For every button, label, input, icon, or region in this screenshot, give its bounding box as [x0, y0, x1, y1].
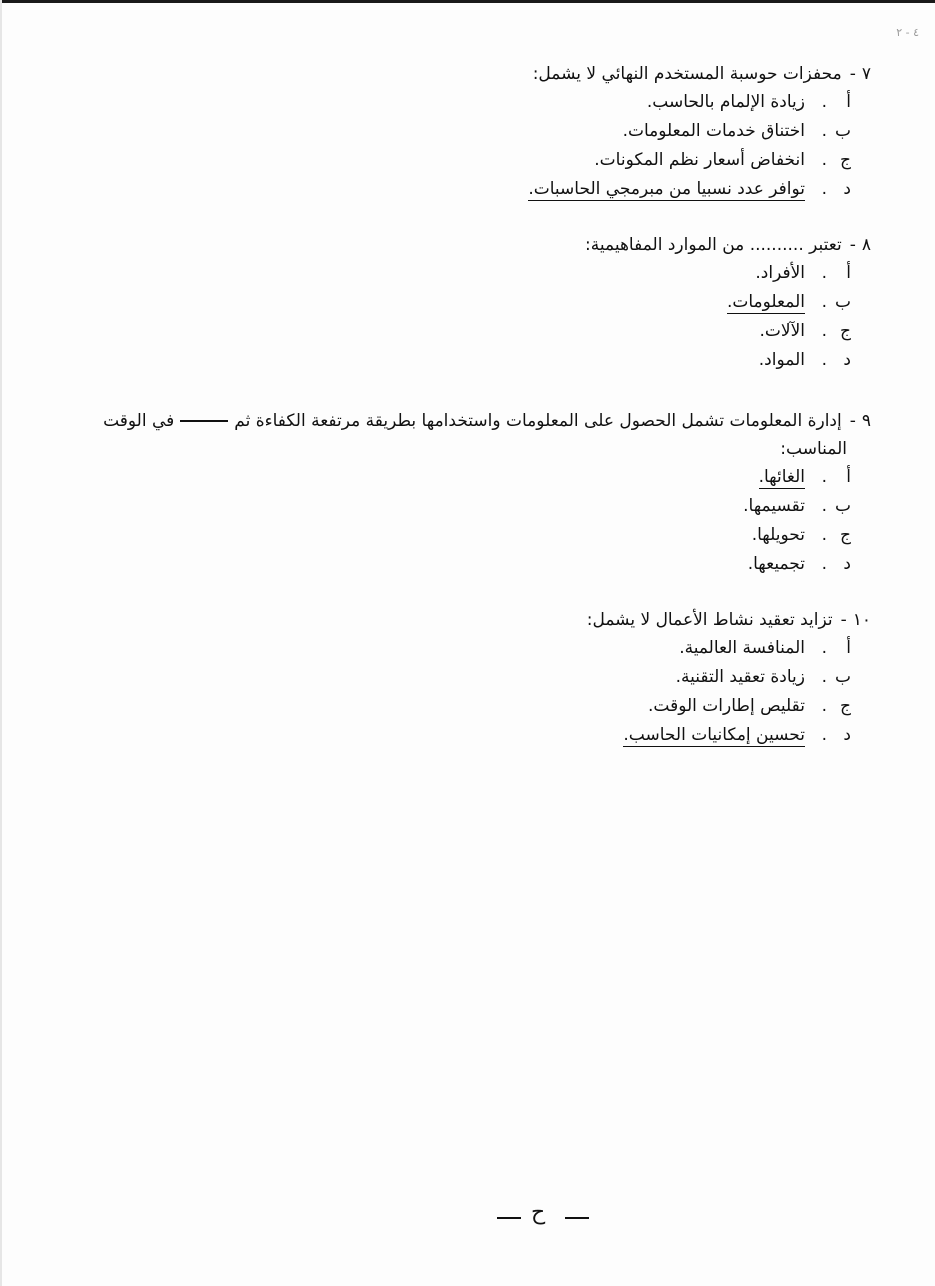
- option-d: د.تحسين إمكانيات الحاسب.: [623, 725, 851, 745]
- page-number-dash: [497, 1217, 521, 1219]
- question-10: [587, 606, 871, 750]
- underlined-answer: توافر عدد نسبيا من مبرمجي الحاسبات.: [528, 179, 805, 199]
- options-list: [587, 634, 851, 750]
- question-stem: ١٠-تزايد تعقيد نشاط الأعمال لا يشمل:: [587, 606, 871, 634]
- question-text: إدارة المعلومات تشمل الحصول على المعلومات واستخدامها بطريقة مرتفعة الكفاءة ثم: [234, 411, 842, 431]
- underlined-answer: الغائها.: [758, 467, 805, 487]
- options-list: [103, 463, 851, 579]
- options-list: [585, 259, 851, 375]
- underlined-answer: تحسين إمكانيات الحاسب.: [623, 725, 805, 745]
- question-number: ٨: [861, 235, 871, 255]
- option-b: ب.اختناق خدمات المعلومات.: [622, 121, 851, 141]
- option-c: ج.انخفاض أسعار نظم المكونات.: [594, 150, 851, 170]
- question-stem: ٨-تعتبر .......... من الموارد المفاهيمية:: [585, 231, 871, 259]
- question-9: [103, 407, 871, 579]
- question-7: [528, 60, 871, 204]
- option-b: ب.زيادة تعقيد التقنية.: [675, 667, 851, 687]
- question-stem: ٩-إدارة المعلومات تشمل الحصول على المعلومات واستخدامها بطريقة مرتفعة الكفاءة ثمفي الوقت: [103, 407, 871, 435]
- option-a: أ.المنافسة العالمية.: [679, 638, 851, 658]
- question-number: ١٠: [852, 610, 871, 630]
- option-d: د.توافر عدد نسبيا من مبرمجي الحاسبات.: [528, 179, 851, 199]
- question-8: [585, 231, 871, 375]
- option-d: د.تجميعها.: [747, 554, 851, 574]
- question-text: في الوقت: [103, 411, 175, 431]
- question-stem-continued: المناسب:: [780, 439, 847, 459]
- option-b: ب.تقسيمها.: [743, 496, 851, 516]
- option-a: أ.زيادة الإلمام بالحاسب.: [646, 92, 851, 112]
- page-number-label: ح: [531, 1200, 546, 1225]
- question-number: ٩: [861, 411, 871, 431]
- scan-edge: [0, 0, 935, 3]
- question-text: محفزات حوسبة المستخدم النهائي لا يشمل:: [532, 64, 842, 84]
- option-b: ب.المعلومات.: [726, 292, 851, 312]
- page-number-dash: [565, 1217, 589, 1219]
- option-c: ج.تقليص إطارات الوقت.: [647, 696, 851, 716]
- corner-mark: ٤ - ٢: [896, 26, 919, 39]
- scan-edge: [0, 0, 2, 1286]
- option-a: أ.الأفراد.: [755, 263, 851, 283]
- option-a: أ.الغائها.: [758, 467, 851, 487]
- question-stem: ٧-محفزات حوسبة المستخدم النهائي لا يشمل:: [528, 60, 871, 88]
- options-list: [528, 88, 851, 204]
- question-text: تزايد تعقيد نشاط الأعمال لا يشمل:: [586, 610, 833, 630]
- underlined-answer: المعلومات.: [726, 292, 805, 312]
- question-number: ٧: [861, 64, 871, 84]
- option-d: د.المواد.: [758, 350, 851, 370]
- question-text: تعتبر .......... من الموارد المفاهيمية:: [585, 235, 842, 255]
- page-number: [497, 1200, 592, 1225]
- option-c: ج.تحويلها.: [751, 525, 851, 545]
- fill-in-blank: [180, 420, 228, 422]
- option-c: ج.الآلات.: [759, 321, 851, 341]
